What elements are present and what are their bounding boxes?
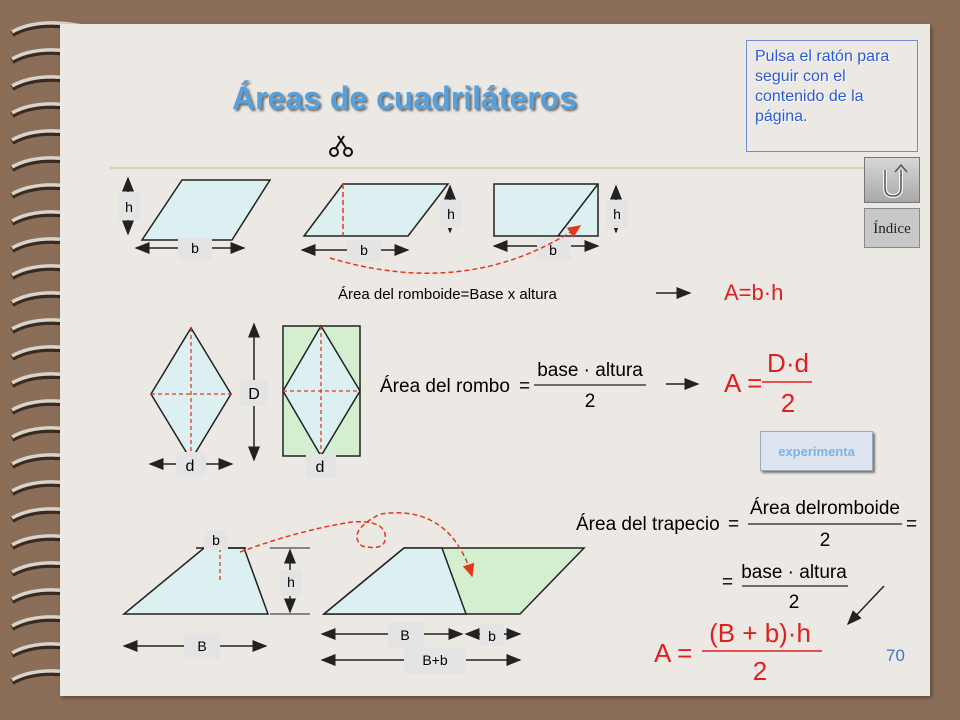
parallelogram-2 (302, 184, 462, 262)
label-B-2: B (400, 627, 410, 643)
trapecio-num1: Área delromboide (750, 498, 900, 519)
experimenta-button[interactable]: experimenta (760, 431, 873, 471)
page-number: 70 (886, 646, 905, 665)
equals-sign: = (519, 376, 531, 397)
label-b-3: b (549, 242, 557, 258)
trapecio-num2: base · altura (741, 562, 847, 583)
equals-sign-4: = (722, 572, 734, 593)
instruction-note: Pulsa el ratón para seguir con el contenido de la página. (746, 40, 918, 152)
romboide-formula: A=b·h (724, 280, 784, 305)
rhombus-in-rectangle (283, 326, 360, 478)
label-d-1: d (185, 458, 195, 475)
label-h-2: h (447, 206, 455, 222)
trapecio-text: Área del trapecio (576, 514, 720, 535)
label-b-4: b (212, 532, 220, 548)
label-h-4: h (287, 574, 295, 590)
trapecio-formula-den: 2 (752, 656, 768, 686)
rombo-numerator: base · altura (537, 360, 643, 381)
romboide-text: Área del romboide=Base x altura (338, 286, 557, 303)
label-D: D (248, 386, 260, 403)
trapecio-formula-A: A = (654, 638, 693, 668)
trapezoid-doubled (322, 548, 584, 674)
trapecio-den2: 2 (788, 592, 800, 613)
label-b-1: b (191, 240, 199, 256)
rombo-text: Área del rombo (380, 376, 510, 397)
trapezoid-1 (124, 530, 310, 659)
trapecio-den1: 2 (819, 530, 831, 551)
label-h-1: h (125, 199, 133, 215)
page-title: Áreas de cuadriláteros (232, 80, 578, 116)
arrow-trapecio (848, 586, 884, 624)
label-d-2: d (315, 459, 325, 476)
label-B-1: B (197, 638, 207, 654)
label-Bb: B+b (422, 652, 448, 668)
rombo-denominator: 2 (584, 391, 596, 412)
equals-sign-2: = (728, 514, 740, 535)
rectangle-3 (494, 184, 628, 260)
trapecio-formula-num: (B + b)·h (709, 618, 811, 648)
label-b-5: b (488, 628, 496, 644)
label-h-3: h (613, 206, 621, 222)
scissors-icon (330, 136, 352, 156)
equals-sign-3: = (906, 514, 918, 535)
index-button[interactable]: Índice (864, 208, 920, 248)
rombo-formula-A: A = (724, 368, 763, 398)
label-b-2: b (360, 242, 368, 258)
rombo-formula-den: 2 (780, 388, 796, 418)
rombo-formula-num: D·d (767, 348, 809, 378)
